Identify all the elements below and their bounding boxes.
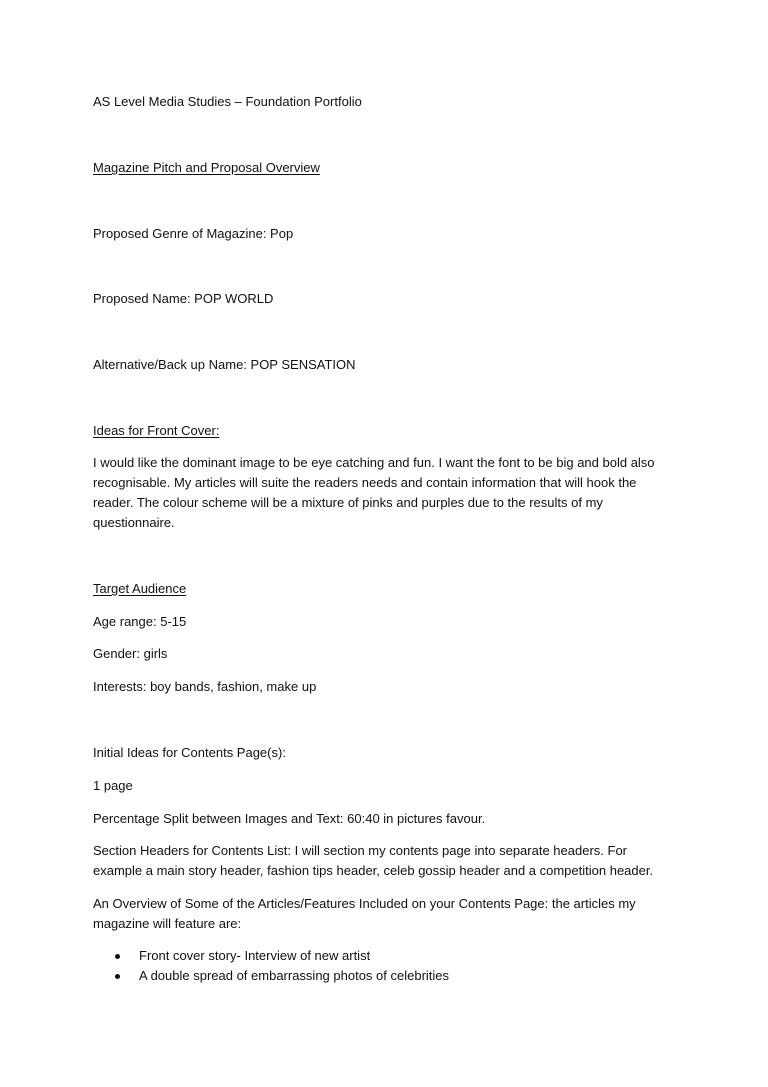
front-cover-line: reader. The colour scheme will be a mixture of pinks and purples due to the results of my <box>93 495 603 510</box>
gender: Gender: girls <box>93 646 168 661</box>
list-item-text: Front cover story- Interview of new artist <box>139 948 371 963</box>
proposed-name: Proposed Name: POP WORLD <box>93 291 274 306</box>
list-item <box>93 946 449 966</box>
list-item <box>93 966 449 986</box>
section-headers-paragraph <box>93 841 683 881</box>
section-title: Magazine Pitch and Proposal Overview <box>93 160 320 175</box>
contents-pages: 1 page <box>93 778 133 793</box>
articles-bullet-list <box>93 946 449 986</box>
articles-overview-line: An Overview of Some of the Articles/Features Included on your Contents Page: the articles my <box>93 896 636 911</box>
document-header: AS Level Media Studies – Foundation Portfolio <box>93 94 362 109</box>
list-item-text: A double spread of embarrassing photos of celebrities <box>139 968 450 983</box>
interests: Interests: boy bands, fashion, make up <box>93 679 317 694</box>
articles-overview-paragraph <box>93 894 683 934</box>
contents-heading: Initial Ideas for Contents Page(s): <box>93 745 286 760</box>
bullet-icon <box>115 954 120 959</box>
percentage-split: Percentage Split between Images and Text: 60:40 in pictures favour. <box>93 811 486 826</box>
front-cover-line: I would like the dominant image to be eye catching and fun. I want the font to be big and bold also <box>93 455 655 470</box>
target-audience-heading: Target Audience <box>93 581 187 596</box>
age-range: Age range: 5-15 <box>93 614 187 629</box>
front-cover-line: recognisable. My articles will suite the readers needs and contain information that will hook the <box>93 475 637 490</box>
section-headers-line: Section Headers for Contents List: I will section my contents page into separate headers. For <box>93 843 627 858</box>
bullet-icon <box>115 974 120 979</box>
section-headers-line: example a main story header, fashion tips header, celeb gossip header and a competition header. <box>93 863 654 878</box>
front-cover-paragraph <box>93 453 683 533</box>
alternative-name: Alternative/Back up Name: POP SENSATION <box>93 357 356 372</box>
proposed-genre: Proposed Genre of Magazine: Pop <box>93 226 294 241</box>
front-cover-line: questionnaire. <box>93 515 175 530</box>
articles-overview-line: magazine will feature are: <box>93 916 242 931</box>
front-cover-heading: Ideas for Front Cover: <box>93 423 220 438</box>
